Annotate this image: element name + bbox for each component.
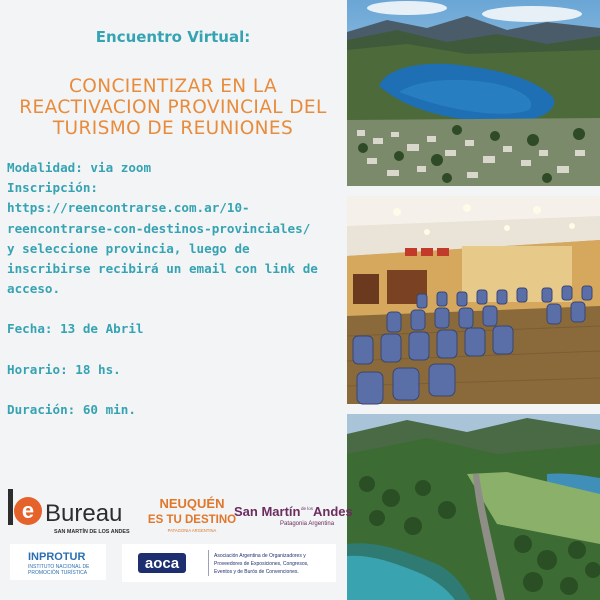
- neuquen-line2-text: ES TU DESTINO: [147, 514, 237, 526]
- registration-label: Inscripción:: [7, 180, 98, 196]
- inprotur-logo: [10, 544, 106, 580]
- neuquen-logo: [147, 494, 237, 536]
- conference-room-photo: [347, 196, 600, 404]
- registration-link[interactable]: reencontrarse-con-destinos-provinciales/: [7, 220, 311, 236]
- registration-text: inscribirse recibirá un email con link de: [7, 261, 318, 277]
- headline-line: REACTIVACION PROVINCIAL DEL: [19, 97, 327, 118]
- aoca-logo: [122, 544, 336, 582]
- event-details: [7, 158, 343, 420]
- neuquen-tagline-text: PATAGONIA ARGENTINA: [167, 528, 217, 533]
- san-martin-subtitle-text: Patagonia Argentina: [280, 521, 335, 527]
- aoca-name-text: aoca: [144, 555, 180, 572]
- valley-road-photo: [347, 414, 600, 600]
- registration-text: y seleccione provincia, luego de: [7, 240, 250, 256]
- inprotur-name-text: INPROTUR: [28, 551, 86, 563]
- headline-line: CONCIENTIZAR EN LA: [68, 76, 278, 97]
- san-martin-name-text: San Martín: [234, 504, 301, 519]
- date-text: Fecha: 13 de Abril: [7, 321, 144, 337]
- event-type-label: Encuentro Virtual:: [95, 28, 251, 46]
- bureau-name-text: Bureau: [45, 500, 123, 527]
- san-martin-andes-text: Andes: [313, 504, 353, 519]
- event-headline: [0, 76, 346, 139]
- time-text: Horario: 18 hs.: [7, 361, 121, 377]
- aoca-line1-text: Asociación Argentina de Organizadores y: [214, 553, 306, 559]
- modality-text: Modalidad: via zoom: [7, 160, 152, 175]
- inprotur-line2-text: PROMOCIÓN TURÍSTICA: [28, 570, 88, 576]
- san-martin-logo: [234, 500, 353, 530]
- bureau-mark-text: e: [21, 498, 35, 523]
- registration-text: acceso.: [7, 281, 61, 297]
- neuquen-line1-text: NEUQUÉN: [159, 496, 225, 511]
- lake-town-photo: [347, 0, 600, 186]
- san-martin-small-text: de los: [301, 506, 314, 511]
- inprotur-line1-text: INSTITUTO NACIONAL DE: [28, 564, 90, 570]
- bureau-logo: [6, 487, 144, 535]
- bureau-subtitle-text: SAN MARTÍN DE LOS ANDES: [54, 529, 130, 535]
- aoca-line3-text: Eventos y de Burós de Convenciones.: [214, 569, 299, 575]
- headline-line: TURISMO DE REUNIONES: [52, 118, 294, 139]
- registration-link[interactable]: https://reencontrarse.com.ar/10-: [7, 200, 250, 216]
- duration-text: Duración: 60 min.: [7, 401, 136, 417]
- aoca-line2-text: Proveedores de Exposiciones, Congresos,: [214, 561, 309, 567]
